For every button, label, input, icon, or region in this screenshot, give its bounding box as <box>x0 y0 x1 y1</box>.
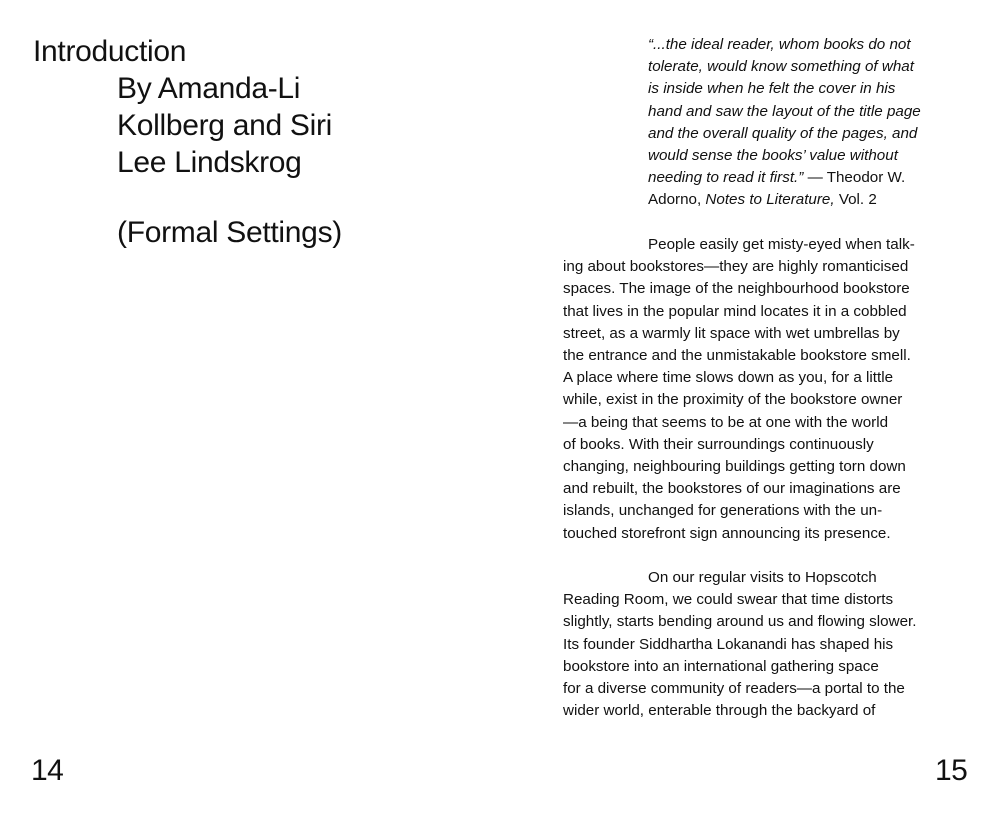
epigraph-line: “...the ideal reader, whom books do not <box>648 36 911 53</box>
epigraph-line: needing to read it first.” <box>648 169 804 187</box>
epigraph-closing-line <box>648 167 978 189</box>
paragraph-line: street, as a warmly lit space with wet umbrellas by <box>563 324 900 342</box>
epigraph-line: and the overall quality of the pages, and <box>648 124 918 142</box>
epigraph-line: hand and saw the layout of the title page <box>648 102 921 120</box>
paragraph-line: Its founder Siddhartha Lokanandi has shaped his <box>563 635 894 653</box>
epigraph-source-line <box>648 189 978 211</box>
body-paragraph <box>563 234 983 545</box>
paragraph-line: touched storefront sign announcing its presence. <box>563 524 891 542</box>
paragraph-line: of books. With their surroundings continuously <box>563 435 874 453</box>
byline-line: Lee Lindskrog <box>117 146 302 179</box>
paragraph-line: changing, neighbouring buildings getting torn down <box>563 458 906 476</box>
paragraph-line: that lives in the popular mind locates it in a cobbled <box>563 302 907 320</box>
chapter-heading <box>33 33 342 251</box>
byline-line: By Amanda-Li <box>117 72 301 105</box>
epigraph-book-title: Notes to Literature, <box>705 191 835 209</box>
paragraph-line: for a diverse community of readers—a portal to the <box>563 680 905 698</box>
paragraph-line: the entrance and the unmistakable bookstore smell. <box>563 347 911 365</box>
paragraph-line: islands, unchanged for generations with the un- <box>563 502 883 520</box>
paragraph-line: and rebuilt, the bookstores of our imaginations are <box>563 480 901 498</box>
paragraph-line: A place where time slows down as you, for a little <box>563 369 894 387</box>
paragraph-line: while, exist in the proximity of the bookstore owner <box>563 391 903 409</box>
paragraph-line: Reading Room, we could swear that time distorts <box>563 591 894 609</box>
chapter-subtitle: (Formal Settings) <box>117 216 342 249</box>
epigraph-line: is inside when he felt the cover in his <box>648 80 896 98</box>
paragraph-line: On our regular visits to Hopscotch <box>648 569 877 586</box>
paragraph-line: wider world, enterable through the backyard of <box>563 702 876 720</box>
page-number-right: 15 <box>935 754 968 787</box>
byline-line: Kollberg and Siri <box>117 109 333 142</box>
paragraph-line: —a being that seems to be at one with the world <box>563 413 889 431</box>
chapter-title: Introduction <box>33 35 187 68</box>
paragraph-line: spaces. The image of the neighbourhood bookstore <box>563 280 910 298</box>
paragraph-line: slightly, starts bending around us and flowing slower. <box>563 613 917 631</box>
epigraph-attribution: — Theodor W. <box>803 169 906 187</box>
page-number-left: 14 <box>31 754 64 787</box>
epigraph-line: tolerate, would know something of what <box>648 58 914 76</box>
paragraph-line: bookstore into an international gathering space <box>563 657 879 675</box>
epigraph-volume: Vol. 2 <box>834 191 877 209</box>
paragraph-line: ing about bookstores—they are highly romanticised <box>563 258 909 276</box>
epigraph-author: Adorno, <box>648 191 706 209</box>
body-paragraph <box>563 567 983 722</box>
paragraph-line: People easily get misty-eyed when talk- <box>648 236 915 253</box>
epigraph <box>648 34 978 212</box>
epigraph-line: would sense the books’ value without <box>648 147 898 165</box>
